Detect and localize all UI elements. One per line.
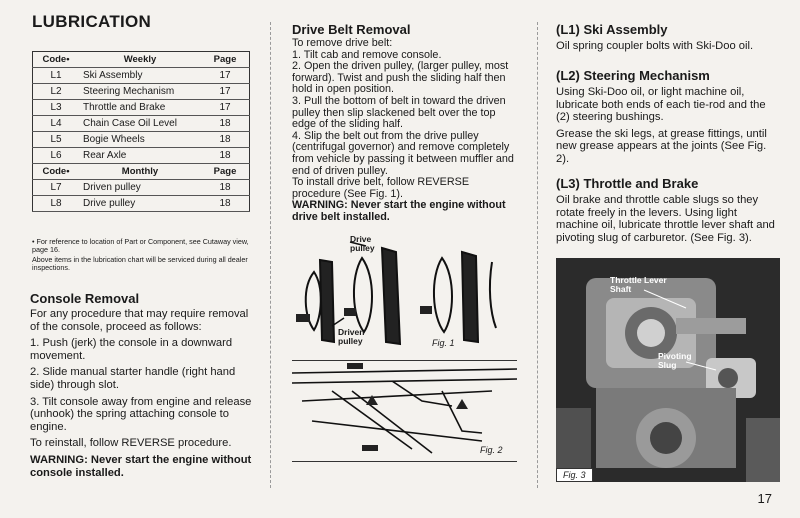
row-item: Steering Mechanism [79, 84, 201, 100]
row-page: 18 [201, 196, 250, 212]
belt-step-1: 1. Tilt cab and remove console. [292, 48, 442, 61]
row-code: L8 [33, 196, 80, 212]
console-warning: WARNING: Never start the engine without console installed. [30, 453, 252, 479]
row-item: Rear Axle [79, 148, 201, 164]
row-page: 18 [201, 180, 250, 196]
row-item: Driven pulley [79, 180, 201, 196]
row-page: 18 [201, 132, 250, 148]
fig2-caption: Fig. 2 [480, 445, 503, 455]
fig1-driven-pulley-label: Driven pulley [338, 327, 365, 346]
belt-step-4: 4. Slip the belt out from the drive pulley (centrifugal governor) and remove completely from vehicle by passing it between muffler and end of driven pulley. [292, 129, 514, 177]
row-item: Bogie Wheels [79, 132, 201, 148]
fig3-caption: Fig. 3 [556, 468, 593, 482]
steering-section [556, 68, 780, 170]
throttle-text: Oil brake and throttle cable slugs so they rotate freely in the levers. Using light machine oil, lubricate throttle lever shaft and pivoting slug of carburetor. (See Fig. 3). [556, 194, 775, 244]
console-intro: For any procedure that may require removal of the console, proceed as follows: [30, 308, 249, 333]
throttle-section [556, 176, 780, 248]
column-divider-left [270, 22, 271, 488]
table-footnote-reference: • For reference to location of Part or Component, see Cutaway view, page 16. [32, 237, 249, 255]
row-code: L2 [33, 84, 80, 100]
ski-assembly-text: Oil spring coupler bolts with Ski-Doo oil. [556, 40, 754, 52]
lubrication-table [32, 51, 250, 212]
page-number: 17 [757, 491, 772, 506]
steering-text-2: Grease the ski legs, at grease fittings, until new grease appears at the joints (See Fig. 2). [556, 127, 767, 165]
steering-text-1: Using Ski-Doo oil, or light machine oil, lubricate both ends of each tie-rod and the (2) steering bushings. [556, 86, 766, 124]
column-lubrication [30, 0, 252, 479]
ski-assembly-section [556, 22, 780, 57]
monthly-page-header: Page [201, 164, 250, 180]
table-row [33, 180, 250, 196]
throttle-title: (L3) Throttle and Brake [556, 176, 699, 191]
pulley-diagram [292, 232, 517, 354]
column-divider-right [537, 22, 538, 488]
table-row [33, 68, 250, 84]
drive-belt-body [292, 38, 517, 224]
console-removal-title: Console Removal [30, 291, 140, 306]
table-row [33, 84, 250, 100]
figure-1-pulleys [292, 232, 517, 354]
table-footnote-inspection: Above items in the lubrication chart will be serviced during all dealer inspections. [32, 255, 248, 273]
drive-belt-title: Drive Belt Removal [292, 22, 411, 37]
belt-intro: To remove drive belt: [292, 37, 393, 49]
row-code: L5 [33, 132, 80, 148]
row-item: Drive pulley [79, 196, 201, 212]
console-removal-body [30, 308, 252, 483]
table-row [33, 196, 250, 212]
row-item: Chain Case Oil Level [79, 116, 201, 132]
steering-title: (L2) Steering Mechanism [556, 68, 710, 83]
lubrication-title: LUBRICATION [32, 12, 152, 31]
row-code: L6 [33, 148, 80, 164]
weekly-code-header: Code• [33, 52, 80, 68]
fig1-caption: Fig. 1 [432, 338, 455, 348]
belt-step-3: 3. Pull the bottom of belt in toward the driven pulley then slip slackened belt over the top edge of the sliding half. [292, 94, 506, 131]
table-row [33, 100, 250, 116]
console-reinstall: To reinstall, follow REVERSE procedure. [30, 437, 232, 450]
belt-install: To install drive belt, follow REVERSE procedure (See Fig. 1). [292, 176, 470, 200]
row-page: 17 [201, 68, 250, 84]
monthly-code-header: Code• [33, 164, 80, 180]
row-code: L1 [33, 68, 80, 84]
figure-2-ski-linkage [292, 360, 517, 462]
monthly-header-row [33, 164, 250, 180]
row-page: 18 [201, 148, 250, 164]
belt-step-2: 2. Open the driven pulley, (larger pulley, most forward). Twist and push the sliding half then hold in open position. [292, 60, 509, 96]
row-code: L7 [33, 180, 80, 196]
row-code: L3 [33, 100, 80, 116]
console-step-3: 3. Tilt console away from engine and release (unhook) the spring attaching console to engine. [30, 395, 252, 433]
fig3-throttle-lever-shaft-label: Throttle Lever Shaft [610, 275, 667, 294]
row-code: L4 [33, 116, 80, 132]
console-step-2: 2. Slide manual starter handle (right hand side) through slot. [30, 366, 236, 391]
fig3-pivoting-slug-label: Pivoting Slug [658, 351, 692, 370]
table-row [33, 132, 250, 148]
console-step-1: 1. Push (jerk) the console in a downward movement. [30, 337, 233, 362]
monthly-header: Monthly [79, 164, 201, 180]
fig1-drive-pulley-label: Drive pulley [350, 234, 375, 253]
weekly-header: Weekly [79, 52, 201, 68]
table-row [33, 116, 250, 132]
figure-3-carburetor-photo [556, 258, 780, 482]
row-page: 17 [201, 100, 250, 116]
weekly-header-row [33, 52, 250, 68]
row-item: Throttle and Brake [79, 100, 201, 116]
belt-warning: WARNING: Never start the engine without drive belt installed. [292, 199, 506, 223]
ski-assembly-title: (L1) Ski Assembly [556, 22, 668, 37]
weekly-page-header: Page [201, 52, 250, 68]
table-row [33, 148, 250, 164]
row-page: 17 [201, 84, 250, 100]
row-item: Ski Assembly [79, 68, 201, 84]
row-page: 18 [201, 116, 250, 132]
